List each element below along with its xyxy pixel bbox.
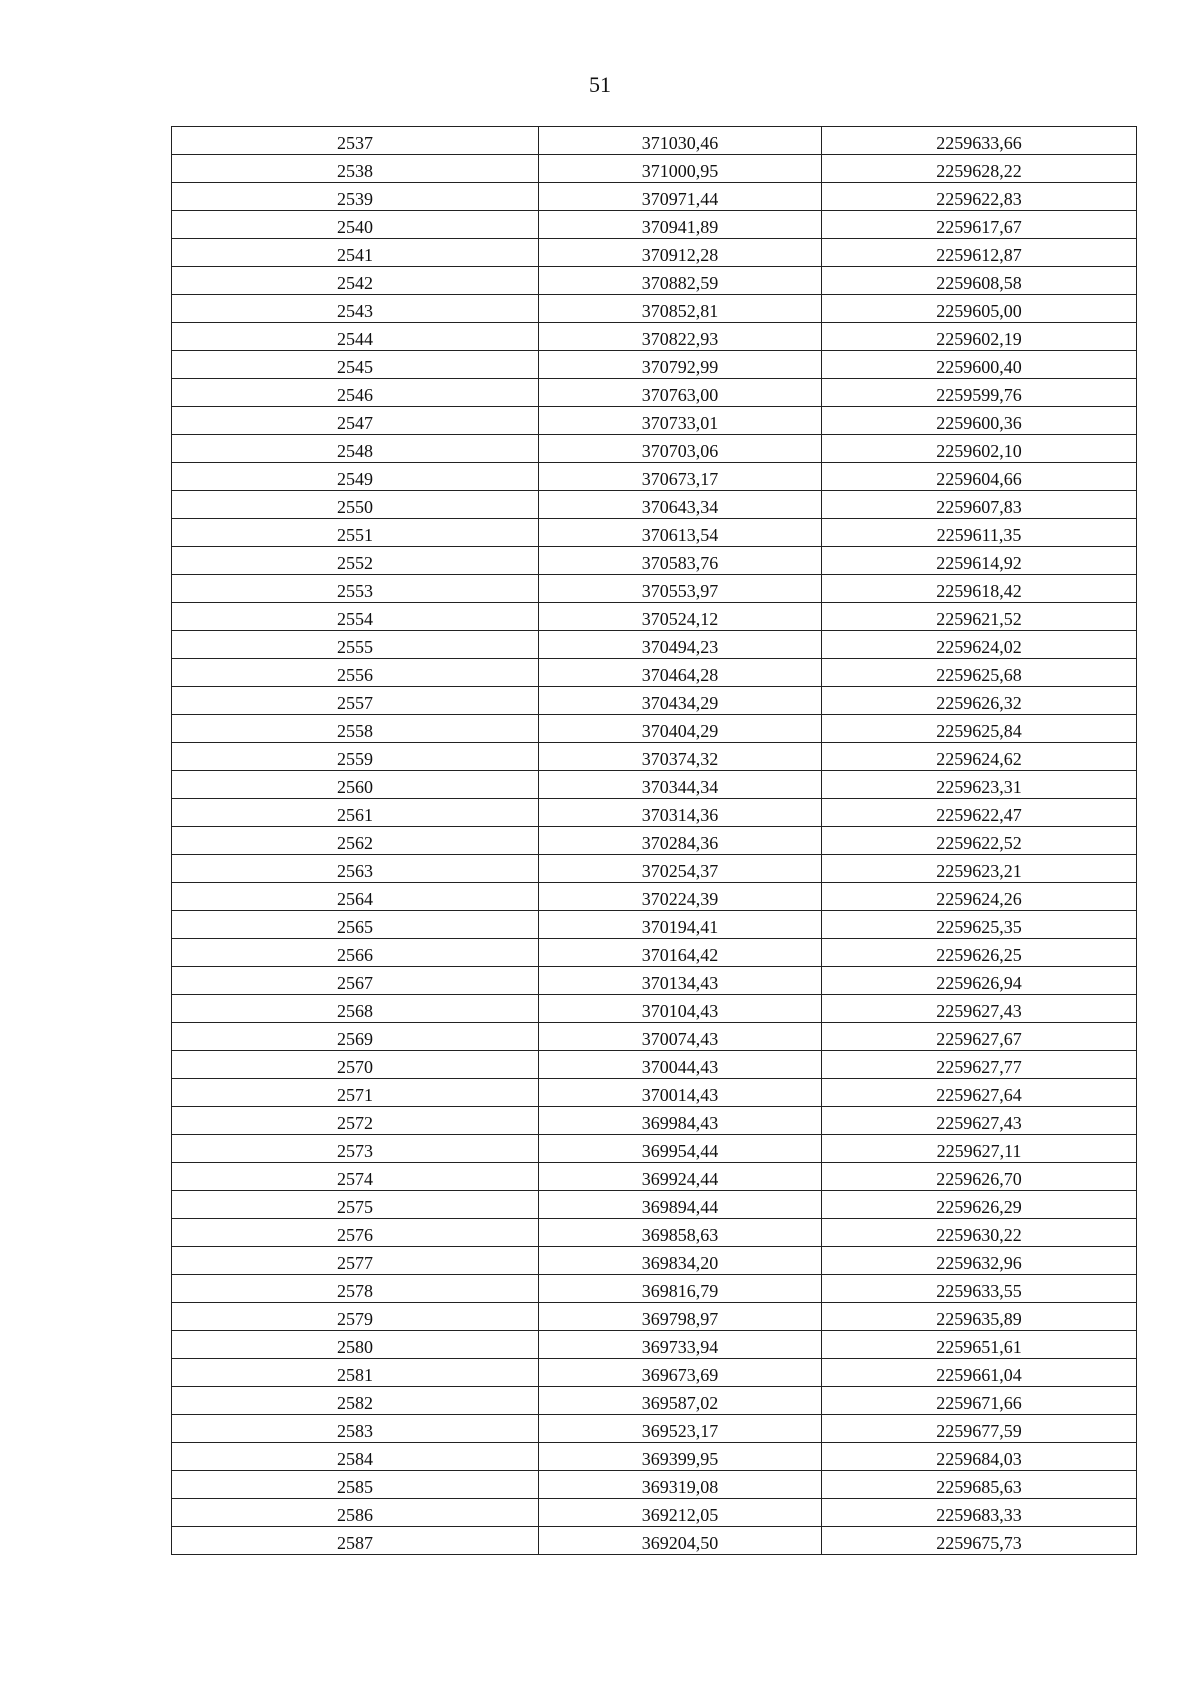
- table-row: [172, 155, 1137, 183]
- x-coordinate-cell: 370374,32: [539, 743, 822, 771]
- x-coordinate-cell: 369399,95: [539, 1443, 822, 1471]
- table-row: [172, 995, 1137, 1023]
- y-coordinate-cell: 2259630,22: [822, 1219, 1137, 1247]
- table-row: [172, 1359, 1137, 1387]
- table-row: [172, 1387, 1137, 1415]
- table-row: [172, 827, 1137, 855]
- y-coordinate-cell: 2259622,47: [822, 799, 1137, 827]
- y-coordinate-cell: 2259612,87: [822, 239, 1137, 267]
- x-coordinate-cell: 371030,46: [539, 127, 822, 155]
- table-row: [172, 1107, 1137, 1135]
- x-coordinate-cell: 370763,00: [539, 379, 822, 407]
- x-coordinate-cell: 369212,05: [539, 1499, 822, 1527]
- y-coordinate-cell: 2259626,70: [822, 1163, 1137, 1191]
- point-number-cell: 2559: [172, 743, 539, 771]
- point-number-cell: 2540: [172, 211, 539, 239]
- y-coordinate-cell: 2259626,29: [822, 1191, 1137, 1219]
- point-number-cell: 2587: [172, 1527, 539, 1555]
- point-number-cell: 2584: [172, 1443, 539, 1471]
- y-coordinate-cell: 2259602,19: [822, 323, 1137, 351]
- x-coordinate-cell: 369816,79: [539, 1275, 822, 1303]
- page-number: 51: [589, 72, 611, 97]
- table-row: [172, 351, 1137, 379]
- table-row: [172, 267, 1137, 295]
- y-coordinate-cell: 2259626,94: [822, 967, 1137, 995]
- y-coordinate-cell: 2259623,21: [822, 855, 1137, 883]
- x-coordinate-cell: 370792,99: [539, 351, 822, 379]
- table-row: [172, 491, 1137, 519]
- y-coordinate-cell: 2259600,40: [822, 351, 1137, 379]
- x-coordinate-cell: 370344,34: [539, 771, 822, 799]
- y-coordinate-cell: 2259627,77: [822, 1051, 1137, 1079]
- point-number-cell: 2550: [172, 491, 539, 519]
- x-coordinate-cell: 369954,44: [539, 1135, 822, 1163]
- y-coordinate-cell: 2259604,66: [822, 463, 1137, 491]
- y-coordinate-cell: 2259626,32: [822, 687, 1137, 715]
- table-row: [172, 1247, 1137, 1275]
- y-coordinate-cell: 2259633,55: [822, 1275, 1137, 1303]
- table-row: [172, 715, 1137, 743]
- x-coordinate-cell: 370134,43: [539, 967, 822, 995]
- table-row: [172, 1163, 1137, 1191]
- y-coordinate-cell: 2259671,66: [822, 1387, 1137, 1415]
- y-coordinate-cell: 2259608,58: [822, 267, 1137, 295]
- x-coordinate-cell: 370703,06: [539, 435, 822, 463]
- x-coordinate-cell: 370254,37: [539, 855, 822, 883]
- table-row: [172, 687, 1137, 715]
- y-coordinate-cell: 2259624,26: [822, 883, 1137, 911]
- point-number-cell: 2551: [172, 519, 539, 547]
- point-number-cell: 2566: [172, 939, 539, 967]
- x-coordinate-cell: 370404,29: [539, 715, 822, 743]
- x-coordinate-cell: 370014,43: [539, 1079, 822, 1107]
- point-number-cell: 2555: [172, 631, 539, 659]
- x-coordinate-cell: 370314,36: [539, 799, 822, 827]
- point-number-cell: 2561: [172, 799, 539, 827]
- y-coordinate-cell: 2259685,63: [822, 1471, 1137, 1499]
- y-coordinate-cell: 2259624,02: [822, 631, 1137, 659]
- point-number-cell: 2565: [172, 911, 539, 939]
- x-coordinate-cell: 370164,42: [539, 939, 822, 967]
- point-number-cell: 2586: [172, 1499, 539, 1527]
- y-coordinate-cell: 2259622,52: [822, 827, 1137, 855]
- point-number-cell: 2538: [172, 155, 539, 183]
- table-row: [172, 1023, 1137, 1051]
- x-coordinate-cell: 369798,97: [539, 1303, 822, 1331]
- x-coordinate-cell: 370822,93: [539, 323, 822, 351]
- x-coordinate-cell: 370733,01: [539, 407, 822, 435]
- table-row: [172, 743, 1137, 771]
- y-coordinate-cell: 2259677,59: [822, 1415, 1137, 1443]
- table-row: [172, 183, 1137, 211]
- y-coordinate-cell: 2259621,52: [822, 603, 1137, 631]
- table-row: [172, 855, 1137, 883]
- point-number-cell: 2579: [172, 1303, 539, 1331]
- y-coordinate-cell: 2259632,96: [822, 1247, 1137, 1275]
- point-number-cell: 2564: [172, 883, 539, 911]
- y-coordinate-cell: 2259602,10: [822, 435, 1137, 463]
- x-coordinate-cell: 369319,08: [539, 1471, 822, 1499]
- point-number-cell: 2567: [172, 967, 539, 995]
- y-coordinate-cell: 2259625,68: [822, 659, 1137, 687]
- x-coordinate-cell: 369984,43: [539, 1107, 822, 1135]
- table-row: [172, 435, 1137, 463]
- point-number-cell: 2560: [172, 771, 539, 799]
- y-coordinate-cell: 2259651,61: [822, 1331, 1137, 1359]
- y-coordinate-cell: 2259625,84: [822, 715, 1137, 743]
- y-coordinate-cell: 2259625,35: [822, 911, 1137, 939]
- y-coordinate-cell: 2259627,43: [822, 995, 1137, 1023]
- table-row: [172, 939, 1137, 967]
- table-row: [172, 603, 1137, 631]
- point-number-cell: 2543: [172, 295, 539, 323]
- table-row: [172, 631, 1137, 659]
- x-coordinate-cell: 370673,17: [539, 463, 822, 491]
- x-coordinate-cell: 370464,28: [539, 659, 822, 687]
- point-number-cell: 2563: [172, 855, 539, 883]
- x-coordinate-cell: 369924,44: [539, 1163, 822, 1191]
- point-number-cell: 2572: [172, 1107, 539, 1135]
- y-coordinate-cell: 2259633,66: [822, 127, 1137, 155]
- table-row: [172, 1471, 1137, 1499]
- x-coordinate-cell: 370882,59: [539, 267, 822, 295]
- x-coordinate-cell: 370434,29: [539, 687, 822, 715]
- point-number-cell: 2542: [172, 267, 539, 295]
- y-coordinate-cell: 2259605,00: [822, 295, 1137, 323]
- x-coordinate-cell: 370104,43: [539, 995, 822, 1023]
- point-number-cell: 2585: [172, 1471, 539, 1499]
- x-coordinate-cell: 369733,94: [539, 1331, 822, 1359]
- x-coordinate-cell: 370553,97: [539, 575, 822, 603]
- point-number-cell: 2549: [172, 463, 539, 491]
- x-coordinate-cell: 370912,28: [539, 239, 822, 267]
- x-coordinate-cell: 370852,81: [539, 295, 822, 323]
- point-number-cell: 2574: [172, 1163, 539, 1191]
- x-coordinate-cell: 369834,20: [539, 1247, 822, 1275]
- x-coordinate-cell: 370074,43: [539, 1023, 822, 1051]
- y-coordinate-cell: 2259675,73: [822, 1527, 1137, 1555]
- table-row: [172, 1135, 1137, 1163]
- point-number-cell: 2571: [172, 1079, 539, 1107]
- point-number-cell: 2548: [172, 435, 539, 463]
- x-coordinate-cell: 369673,69: [539, 1359, 822, 1387]
- point-number-cell: 2537: [172, 127, 539, 155]
- x-coordinate-cell: 369894,44: [539, 1191, 822, 1219]
- table-row: [172, 967, 1137, 995]
- y-coordinate-cell: 2259600,36: [822, 407, 1137, 435]
- x-coordinate-cell: 369858,63: [539, 1219, 822, 1247]
- table-row: [172, 1331, 1137, 1359]
- point-number-cell: 2556: [172, 659, 539, 687]
- x-coordinate-cell: 370524,12: [539, 603, 822, 631]
- x-coordinate-cell: 370494,23: [539, 631, 822, 659]
- table-row: [172, 323, 1137, 351]
- x-coordinate-cell: 371000,95: [539, 155, 822, 183]
- table-row: [172, 127, 1137, 155]
- x-coordinate-cell: 369587,02: [539, 1387, 822, 1415]
- x-coordinate-cell: 369523,17: [539, 1415, 822, 1443]
- table-row: [172, 1275, 1137, 1303]
- table-row: [172, 799, 1137, 827]
- point-number-cell: 2581: [172, 1359, 539, 1387]
- x-coordinate-cell: 370941,89: [539, 211, 822, 239]
- table-row: [172, 575, 1137, 603]
- y-coordinate-cell: 2259614,92: [822, 547, 1137, 575]
- y-coordinate-cell: 2259627,64: [822, 1079, 1137, 1107]
- point-number-cell: 2554: [172, 603, 539, 631]
- table-row: [172, 547, 1137, 575]
- point-number-cell: 2583: [172, 1415, 539, 1443]
- table-row: [172, 463, 1137, 491]
- point-number-cell: 2569: [172, 1023, 539, 1051]
- x-coordinate-cell: 369204,50: [539, 1527, 822, 1555]
- point-number-cell: 2562: [172, 827, 539, 855]
- point-number-cell: 2546: [172, 379, 539, 407]
- y-coordinate-cell: 2259661,04: [822, 1359, 1137, 1387]
- x-coordinate-cell: 370583,76: [539, 547, 822, 575]
- table-row: [172, 1191, 1137, 1219]
- point-number-cell: 2545: [172, 351, 539, 379]
- x-coordinate-cell: 370044,43: [539, 1051, 822, 1079]
- y-coordinate-cell: 2259607,83: [822, 491, 1137, 519]
- table-row: [172, 519, 1137, 547]
- y-coordinate-cell: 2259627,11: [822, 1135, 1137, 1163]
- point-number-cell: 2553: [172, 575, 539, 603]
- x-coordinate-cell: 370224,39: [539, 883, 822, 911]
- table-row: [172, 911, 1137, 939]
- point-number-cell: 2539: [172, 183, 539, 211]
- x-coordinate-cell: 370613,54: [539, 519, 822, 547]
- y-coordinate-cell: 2259635,89: [822, 1303, 1137, 1331]
- point-number-cell: 2557: [172, 687, 539, 715]
- table-row: [172, 659, 1137, 687]
- point-number-cell: 2576: [172, 1219, 539, 1247]
- point-number-cell: 2544: [172, 323, 539, 351]
- point-number-cell: 2558: [172, 715, 539, 743]
- point-number-cell: 2580: [172, 1331, 539, 1359]
- point-number-cell: 2570: [172, 1051, 539, 1079]
- y-coordinate-cell: 2259623,31: [822, 771, 1137, 799]
- y-coordinate-cell: 2259617,67: [822, 211, 1137, 239]
- table-row: [172, 379, 1137, 407]
- y-coordinate-cell: 2259611,35: [822, 519, 1137, 547]
- y-coordinate-cell: 2259683,33: [822, 1499, 1137, 1527]
- table-row: [172, 407, 1137, 435]
- table-row: [172, 239, 1137, 267]
- table-row: [172, 1415, 1137, 1443]
- y-coordinate-cell: 2259622,83: [822, 183, 1137, 211]
- point-number-cell: 2582: [172, 1387, 539, 1415]
- point-number-cell: 2547: [172, 407, 539, 435]
- x-coordinate-cell: 370971,44: [539, 183, 822, 211]
- table-row: [172, 771, 1137, 799]
- point-number-cell: 2577: [172, 1247, 539, 1275]
- table-row: [172, 1443, 1137, 1471]
- y-coordinate-cell: 2259627,43: [822, 1107, 1137, 1135]
- y-coordinate-cell: 2259627,67: [822, 1023, 1137, 1051]
- point-number-cell: 2541: [172, 239, 539, 267]
- point-number-cell: 2578: [172, 1275, 539, 1303]
- point-number-cell: 2568: [172, 995, 539, 1023]
- point-number-cell: 2552: [172, 547, 539, 575]
- x-coordinate-cell: 370643,34: [539, 491, 822, 519]
- table-row: [172, 1303, 1137, 1331]
- y-coordinate-cell: 2259599,76: [822, 379, 1137, 407]
- y-coordinate-cell: 2259624,62: [822, 743, 1137, 771]
- table-row: [172, 1527, 1137, 1555]
- x-coordinate-cell: 370194,41: [539, 911, 822, 939]
- y-coordinate-cell: 2259684,03: [822, 1443, 1137, 1471]
- table-row: [172, 295, 1137, 323]
- table-row: [172, 1079, 1137, 1107]
- y-coordinate-cell: 2259626,25: [822, 939, 1137, 967]
- table-row: [172, 1219, 1137, 1247]
- coordinates-table-body: [172, 127, 1137, 1555]
- table-row: [172, 1051, 1137, 1079]
- table-row: [172, 883, 1137, 911]
- table-row: [172, 211, 1137, 239]
- point-number-cell: 2573: [172, 1135, 539, 1163]
- y-coordinate-cell: 2259618,42: [822, 575, 1137, 603]
- coordinates-table: [171, 126, 1137, 1555]
- y-coordinate-cell: 2259628,22: [822, 155, 1137, 183]
- point-number-cell: 2575: [172, 1191, 539, 1219]
- x-coordinate-cell: 370284,36: [539, 827, 822, 855]
- table-row: [172, 1499, 1137, 1527]
